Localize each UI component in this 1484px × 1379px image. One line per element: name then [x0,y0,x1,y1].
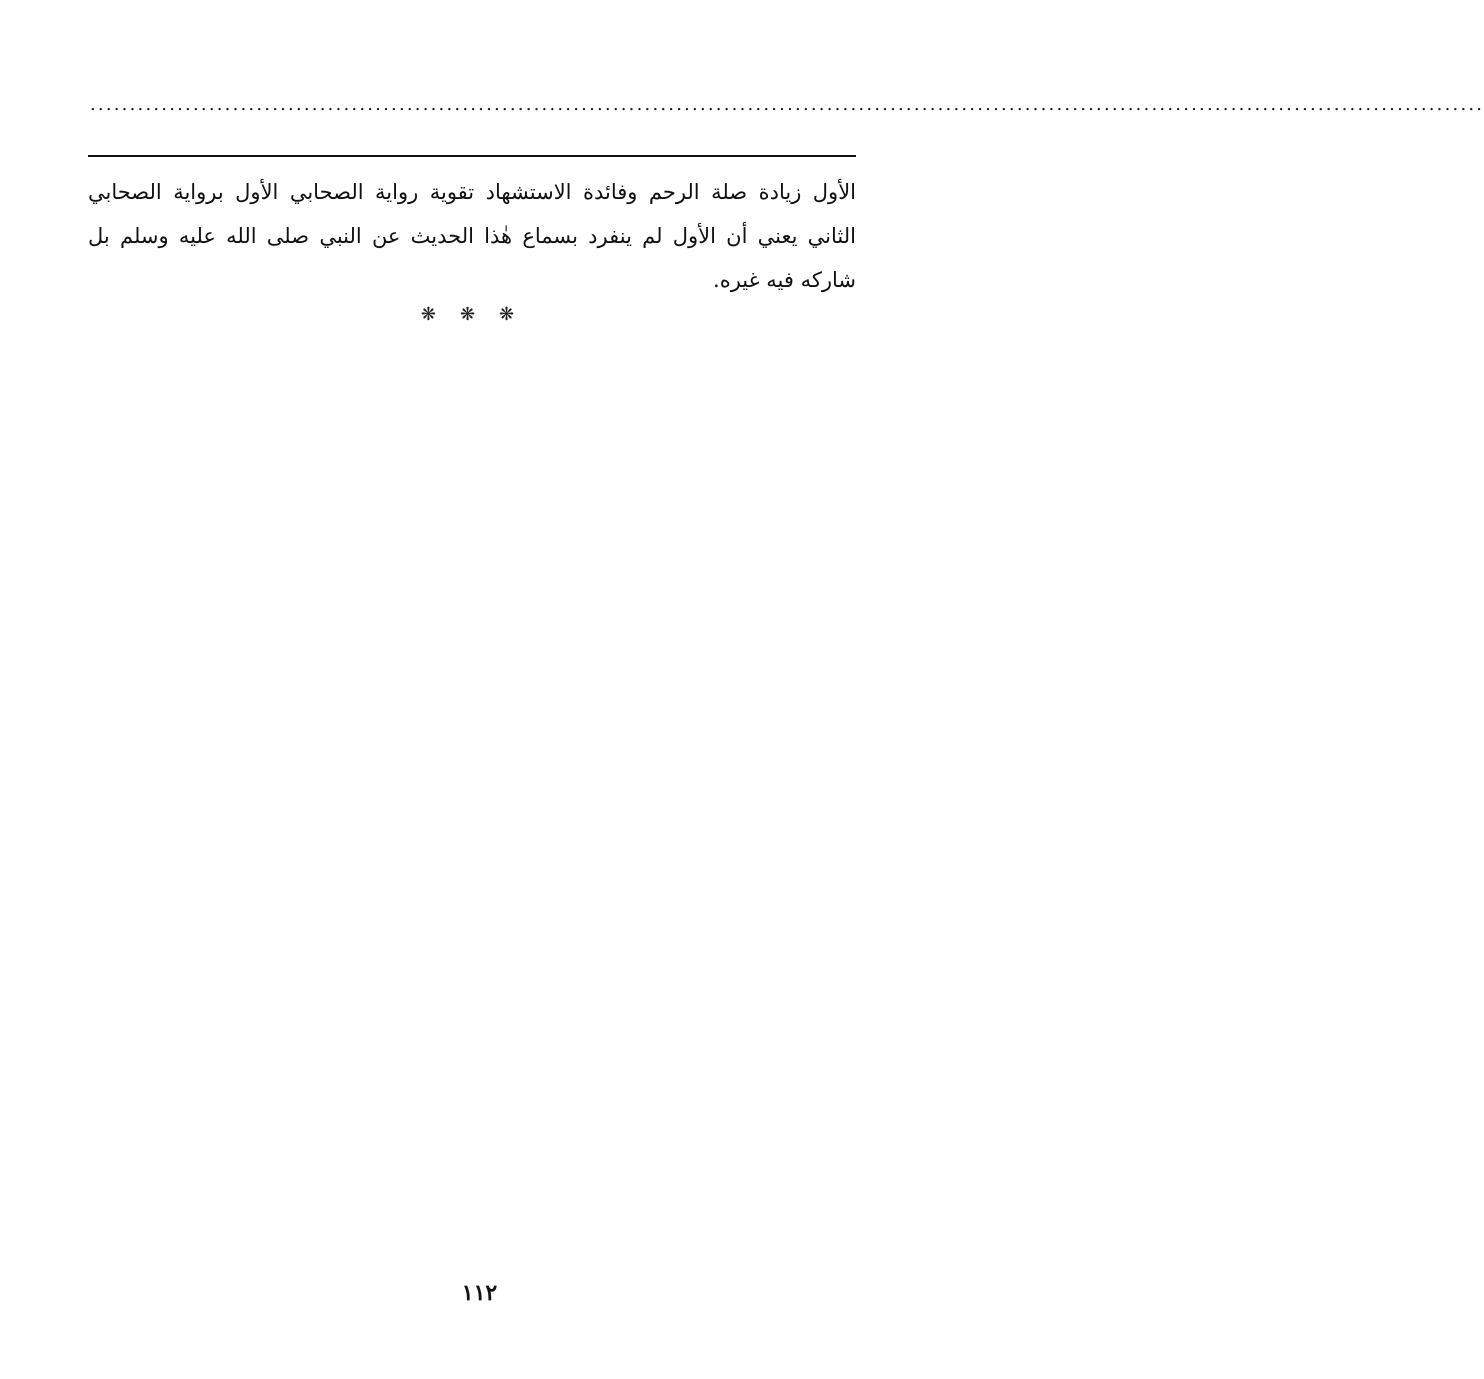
section-separator: ❋❋❋ [420,304,539,325]
footnote-divider [88,155,856,157]
body-text [88,170,856,302]
body-line: الثاني يعني أن الأول لم ينفرد بسماع هٰذا الحديث عن النبي صلى الله عليه وسلم بل [88,224,856,248]
body-line: الأول زيادة صلة الرحم وفائدة الاستشهاد تقوية رواية الصحابي الأول برواية الصحابي [88,180,856,204]
page-number: ١١٢ [461,1280,498,1306]
body-line: شاركه فيه غيره. [713,268,856,292]
dotted-rule: ................................................................................................................................................................................ [90,94,1484,115]
